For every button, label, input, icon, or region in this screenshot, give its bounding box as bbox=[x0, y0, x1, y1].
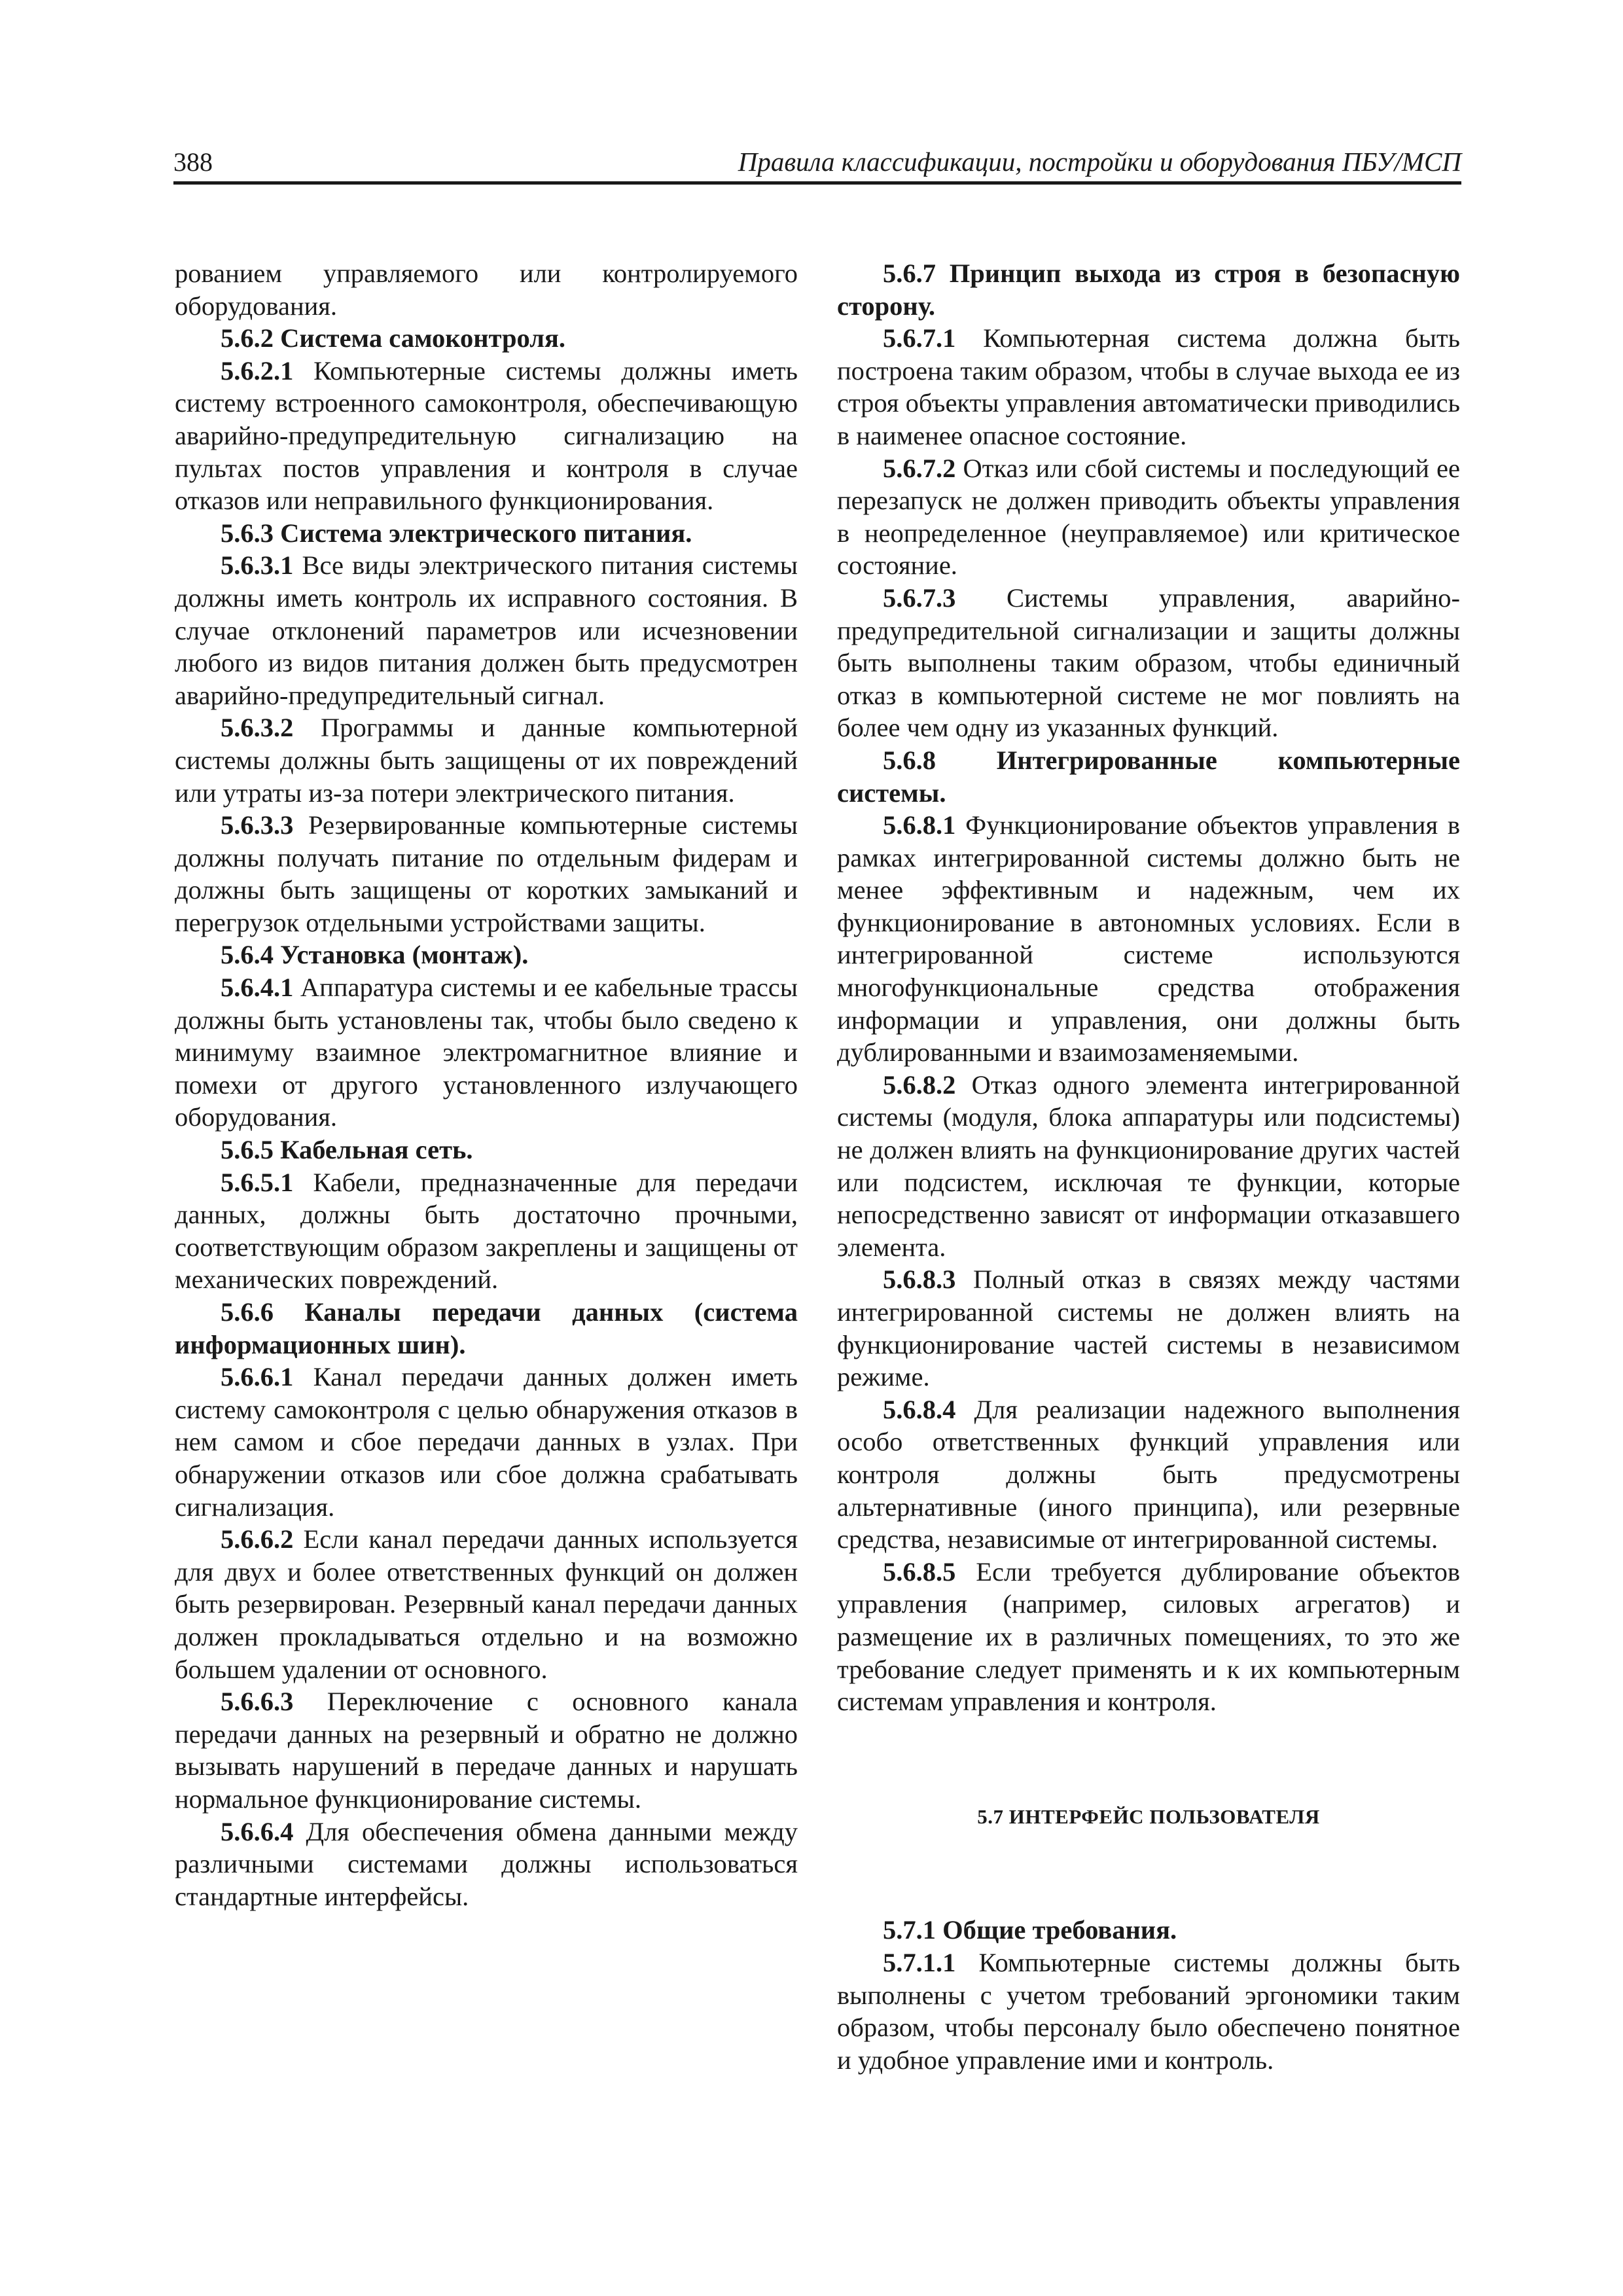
clause-text: Если канал передачи данных используется для двух и более ответственных функций он должен быть резервирован. Резервный канал передачи данных должен прокладываться отдельно и на возможно большем удалении от основного. bbox=[175, 1524, 798, 1684]
clause-text: Компьютерные системы должны быть выполнены с учетом требований эргономики таким образом, чтобы персоналу было обеспечено понятное и удобное управление ими и контроль. bbox=[837, 1947, 1460, 2075]
heading-5-6-6: 5.6.6 Каналы передачи данных (система информационных шин). bbox=[175, 1297, 798, 1359]
clause-number: 5.6.8.5 bbox=[883, 1556, 956, 1587]
clause-text: Резервированные компьютерные системы должны получать питание по отдельным фидерам и должны быть защищены от коротких замыканий и перегрузок отдельными устройствами защиты. bbox=[175, 810, 798, 937]
clause-number: 5.6.5.1 bbox=[221, 1167, 294, 1197]
clause-number: 5.6.2.1 bbox=[221, 355, 294, 386]
paragraph-5-6-3-3 bbox=[175, 809, 798, 939]
paragraph-5-6-7-3 bbox=[837, 582, 1460, 744]
paragraph-5-6-8-2 bbox=[837, 1069, 1460, 1264]
clause-number: 5.6.3.2 bbox=[221, 713, 294, 743]
clause-text: Системы управления, аварийно-предупредительной сигнализации и защиты должны быть выполнены таким образом, чтобы единичный отказ в компьютерной системе не мог повлиять на более чем одну из указанных функций. bbox=[837, 583, 1460, 743]
paragraph-5-6-6-3 bbox=[175, 1685, 798, 1815]
clause-number: 5.6.7.2 bbox=[883, 453, 956, 483]
clause-text: Для обеспечения обмена данными между различными системами должны использоваться стандартные интерфейсы. bbox=[175, 1816, 798, 1911]
running-title: Правила классификации, постройки и оборудования ПБУ/МСП bbox=[738, 147, 1461, 177]
clause-number: 5.6.8.1 bbox=[883, 810, 956, 840]
clause-text: Для реализации надежного выполнения особо ответственных функций управления или контроля должны быть предусмотрены альтернативные (иного принципа), или резервные средства, независимые от интегрированной системы. bbox=[837, 1394, 1460, 1554]
clause-number: 5.6.6.4 bbox=[221, 1816, 294, 1846]
paragraph-5-6-4-1 bbox=[175, 971, 798, 1134]
heading-5-7-1: 5.7.1 Общие требования. bbox=[883, 1915, 1177, 1945]
spacer bbox=[837, 1718, 1460, 1801]
clause-text: Полный отказ в связях между частями интегрированной системы не должен влиять на функционирование частей системы в независимом режиме. bbox=[837, 1265, 1460, 1392]
heading-5-6-5: 5.6.5 Кабельная сеть. bbox=[221, 1135, 473, 1165]
paragraph-5-6-8-3 bbox=[837, 1263, 1460, 1393]
clause-text: Переключение с основного канала передачи данных на резервный и обратно не должно вызывать нарушений в передаче данных и нарушать нормальное функционирование системы. bbox=[175, 1687, 798, 1814]
paragraph-5-6-3-2 bbox=[175, 711, 798, 809]
paragraph-5-6-8-1 bbox=[837, 809, 1460, 1069]
clause-number: 5.6.8.2 bbox=[883, 1069, 956, 1100]
clause-text: Если требуется дублирование объектов управления (например, силовых агрегатов) и размещение их в различных помещениях, то это же требование следует применять и к их компьютерным системам управления и контроля. bbox=[837, 1556, 1460, 1717]
paragraph-5-6-8-4 bbox=[837, 1393, 1460, 1556]
clause-number: 5.6.6.2 bbox=[221, 1524, 294, 1554]
heading-5-6-7: 5.6.7 Принцип выхода из строя в безопасную сторону. bbox=[837, 259, 1460, 321]
clause-text: Канал передачи данных должен иметь систему самоконтроля с целью обнаружения отказов в нем самом и сбое передачи данных в узлах. При обнаружении отказов или сбое должна срабатывать сигнализация. bbox=[175, 1362, 798, 1522]
clause-text: Компьютерные системы должны иметь систему встроенного самоконтроля, обеспечивающую аварийно-предупредительную сигнализацию на пультах постов управления и контроля в случае отказов или неправильного функционирования. bbox=[175, 355, 798, 516]
paragraph-5-6-6-1 bbox=[175, 1361, 798, 1523]
page-header bbox=[173, 141, 1461, 185]
clause-number: 5.6.6.3 bbox=[221, 1687, 294, 1717]
paragraph-5-6-2-1 bbox=[175, 355, 798, 517]
paragraph-5-6-6-2 bbox=[175, 1523, 798, 1685]
paragraph-5-6-5-1 bbox=[175, 1166, 798, 1296]
clause-text: Программы и данные компьютерной системы должны быть защищены от их повреждений или утраты из-за потери электрического питания. bbox=[175, 713, 798, 808]
clause-text: Все виды электрического питания системы должны иметь контроль их исправного состояния. В случае отклонений параметров или исчезновении любого из видов питания должен быть предусмотрен аварийно-предупредительный сигнал. bbox=[175, 550, 798, 710]
clause-text: Функционирование объектов управления в рамках интегрированной системы должно быть не менее эффективным и надежным, чем их функционирование в автономных условиях. Если в интегрированной системе используются многофункциональные средства отображения информации и управления, они должны быть дублированными и взаимозаменяемыми. bbox=[837, 810, 1460, 1067]
continued-paragraph: рованием управляемого или контролируемого оборудования. bbox=[175, 259, 798, 321]
left-column bbox=[175, 257, 798, 1912]
paragraph-5-6-6-4 bbox=[175, 1816, 798, 1913]
clause-number: 5.6.7.1 bbox=[883, 323, 956, 353]
heading-5-6-8: 5.6.8 Интегрированные компьютерные системы. bbox=[837, 745, 1460, 808]
clause-text: Компьютерная система должна быть построена таким образом, чтобы в случае выхода ее из строя объекты управления автоматически приводились в наименее опасное состояние. bbox=[837, 323, 1460, 450]
clause-number: 5.7.1.1 bbox=[883, 1947, 956, 1977]
clause-text: Кабели, предназначенные для передачи данных, должны быть достаточно прочными, соответствующим образом закреплены и защищены от механических повреждений. bbox=[175, 1167, 798, 1295]
clause-text: Отказ или сбой системы и последующий ее перезапуск не должен приводить объекты управления в неопределенное (неуправляемое) или критическое состояние. bbox=[837, 453, 1460, 581]
paragraph-5-6-3-1 bbox=[175, 549, 798, 711]
heading-5-6-2: 5.6.2 Система самоконтроля. bbox=[221, 323, 566, 353]
clause-number: 5.6.7.3 bbox=[883, 583, 956, 613]
clause-text: Отказ одного элемента интегрированной системы (модуля, блока аппаратуры или подсистемы) не должен влиять на функционирование других частей или подсистем, исключая те функции, которые непосредственно зависят от информации отказавшего элемента. bbox=[837, 1069, 1460, 1262]
clause-number: 5.6.8.3 bbox=[883, 1265, 956, 1295]
clause-number: 5.6.8.4 bbox=[883, 1394, 956, 1424]
clause-number: 5.6.4.1 bbox=[221, 973, 294, 1003]
paragraph-5-7-1-1 bbox=[837, 1946, 1460, 2076]
heading-5-6-4: 5.6.4 Установка (монтаж). bbox=[221, 940, 529, 970]
clause-text: Аппаратура системы и ее кабельные трассы должны быть установлены так, чтобы было сведено к минимуму взаимное электромагнитное влияние и помехи от другого установленного излучающего оборудования. bbox=[175, 973, 798, 1132]
clause-number: 5.6.3.3 bbox=[221, 810, 294, 840]
clause-number: 5.6.6.1 bbox=[221, 1362, 294, 1392]
section-title-5-7: 5.7 ИНТЕРФЕЙС ПОЛЬЗОВАТЕЛЯ bbox=[977, 1804, 1320, 1828]
paragraph-5-6-7-2 bbox=[837, 452, 1460, 582]
spacer bbox=[837, 1833, 1460, 1914]
heading-5-6-3: 5.6.3 Система электрического питания. bbox=[221, 518, 692, 548]
right-column bbox=[837, 257, 1460, 2076]
page-number: 388 bbox=[173, 147, 213, 177]
clause-number: 5.6.3.1 bbox=[221, 550, 294, 581]
paragraph-5-6-7-1 bbox=[837, 322, 1460, 452]
paragraph-5-6-8-5 bbox=[837, 1556, 1460, 1718]
